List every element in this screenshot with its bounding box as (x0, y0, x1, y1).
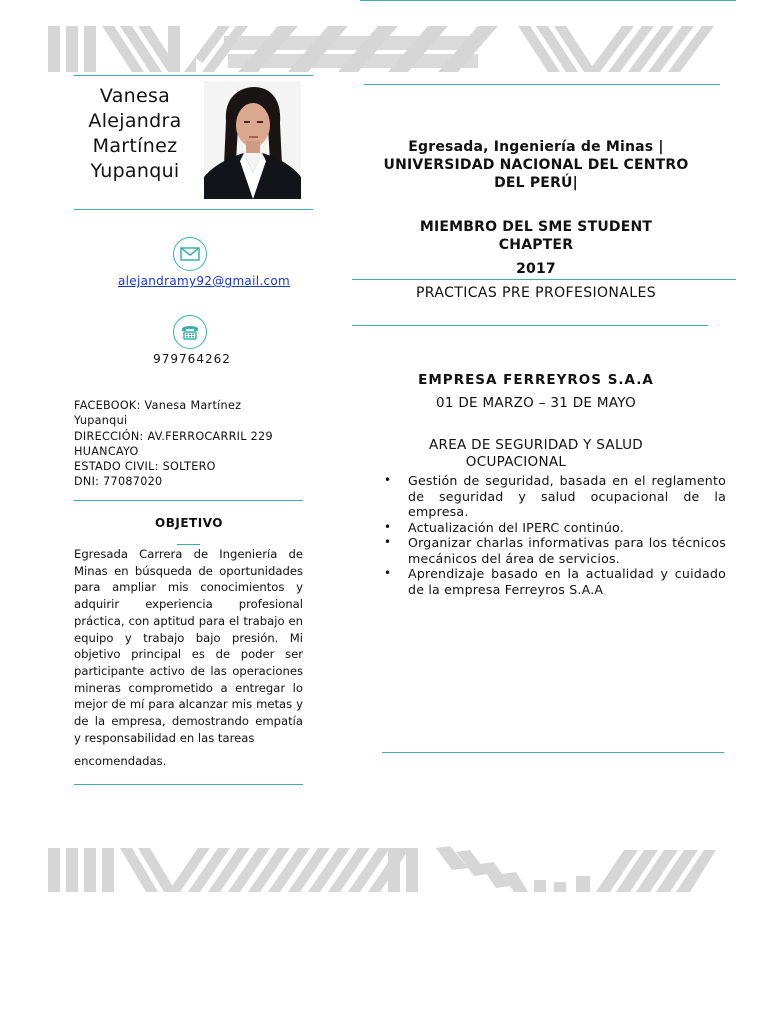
education-heading (370, 138, 702, 192)
company-name: EMPRESA FERREYROS S.A.A (418, 372, 654, 388)
detail-line: DIRECCIÓN: AV.FERROCARRIL 229 (74, 429, 273, 443)
detail-line: HUANCAYO (74, 444, 139, 458)
area-line: AREA DE SEGURIDAD Y SALUD (429, 437, 643, 453)
membership-line: MIEMBRO DEL SME STUDENT (419, 219, 653, 235)
objective-title: OBJETIVO (155, 516, 223, 530)
name-line: Vanesa (99, 85, 171, 107)
bullet-glyph: • (384, 535, 392, 549)
phone-number: 979764262 (153, 352, 231, 366)
divider-left-info (74, 500, 303, 501)
envelope-icon (180, 247, 200, 261)
divider-left-top (74, 75, 313, 76)
list-item (384, 566, 726, 597)
divider-left-bottom (74, 784, 303, 785)
list-item (384, 520, 726, 536)
name-line: Yupanqui (90, 160, 180, 182)
personal-details (74, 398, 314, 490)
name-line: Alejandra (88, 110, 182, 132)
experience-dates: 01 DE MARZO – 31 DE MAYO (435, 395, 636, 411)
bullet-text: Organizar charlas informativas para los técnicos mecánicos del área de servicios. (408, 535, 726, 566)
bullet-text: Aprendizaje basado en la actualidad y cuidado de la empresa Ferreyros S.A.A (408, 566, 726, 597)
experience-section-title: PRACTICAS PRE PROFESIONALES (415, 285, 657, 301)
list-item (384, 535, 726, 566)
email-icon-circle (173, 237, 207, 271)
area-line: OCUPACIONAL (465, 454, 567, 470)
telephone-icon (180, 323, 200, 341)
email-link[interactable]: alejandramy92@gmail.com (118, 274, 290, 288)
detail-line: DNI: 77087020 (74, 475, 163, 489)
detail-line: Yupanqui (74, 414, 128, 428)
list-item (384, 473, 726, 520)
divider-right-2017 (352, 279, 736, 280)
detail-line: ESTADO CIVIL: SOLTERO (74, 460, 216, 474)
membership-heading (370, 218, 702, 278)
membership-line: CHAPTER (498, 237, 574, 253)
education-line: UNIVERSIDAD NACIONAL DEL CENTRO (383, 157, 689, 173)
divider-right-under-band (364, 84, 720, 85)
divider-objetivo-short (177, 544, 200, 545)
objective-text: Egresada Carrera de Ingeniería de Minas en búsqueda de oportunidades para ampliar mis conocimientos y adquirir experiencia profesional práctica, con aptitud para el trabajo en equipo y trabajo bajo presión. Mi objetivo principal es de poder ser participante activo de las operaciones mineras comprometido a entregar lo mejor de mí para alcanzar mis metas y de la empresa, demostrando empatía y responsabilidad en las tareas (74, 547, 303, 745)
phone-icon-circle (173, 315, 207, 349)
bullet-text: Gestión de seguridad, basada en el reglamento de seguridad y salud ocupacional de la empresa. (408, 473, 726, 519)
detail-line: FACEBOOK: Vanesa Martínez (74, 399, 242, 412)
bottom-decorative-band (48, 846, 720, 894)
education-line: Egresada, Ingeniería de Minas | (408, 139, 664, 155)
top-decorative-band (48, 26, 720, 74)
candidate-name (70, 84, 200, 184)
education-line: DEL PERÚ| (494, 175, 578, 191)
divider-right-practicas (352, 325, 708, 326)
divider-top-right (360, 0, 736, 1)
experience-bullet-list (384, 473, 726, 597)
name-line: Martínez (92, 135, 178, 157)
profile-photo (204, 81, 301, 199)
bullet-glyph: • (384, 519, 392, 534)
experience-area (370, 437, 702, 471)
membership-year: 2017 (516, 261, 556, 277)
objective-text-end: encomendadas. (74, 754, 167, 768)
divider-left-under-name (74, 209, 313, 210)
divider-right-bottom (382, 752, 724, 753)
bullet-glyph: • (384, 473, 392, 487)
bullet-glyph: • (384, 566, 392, 580)
bullet-text: Actualización del IPERC continúo. (408, 519, 624, 535)
